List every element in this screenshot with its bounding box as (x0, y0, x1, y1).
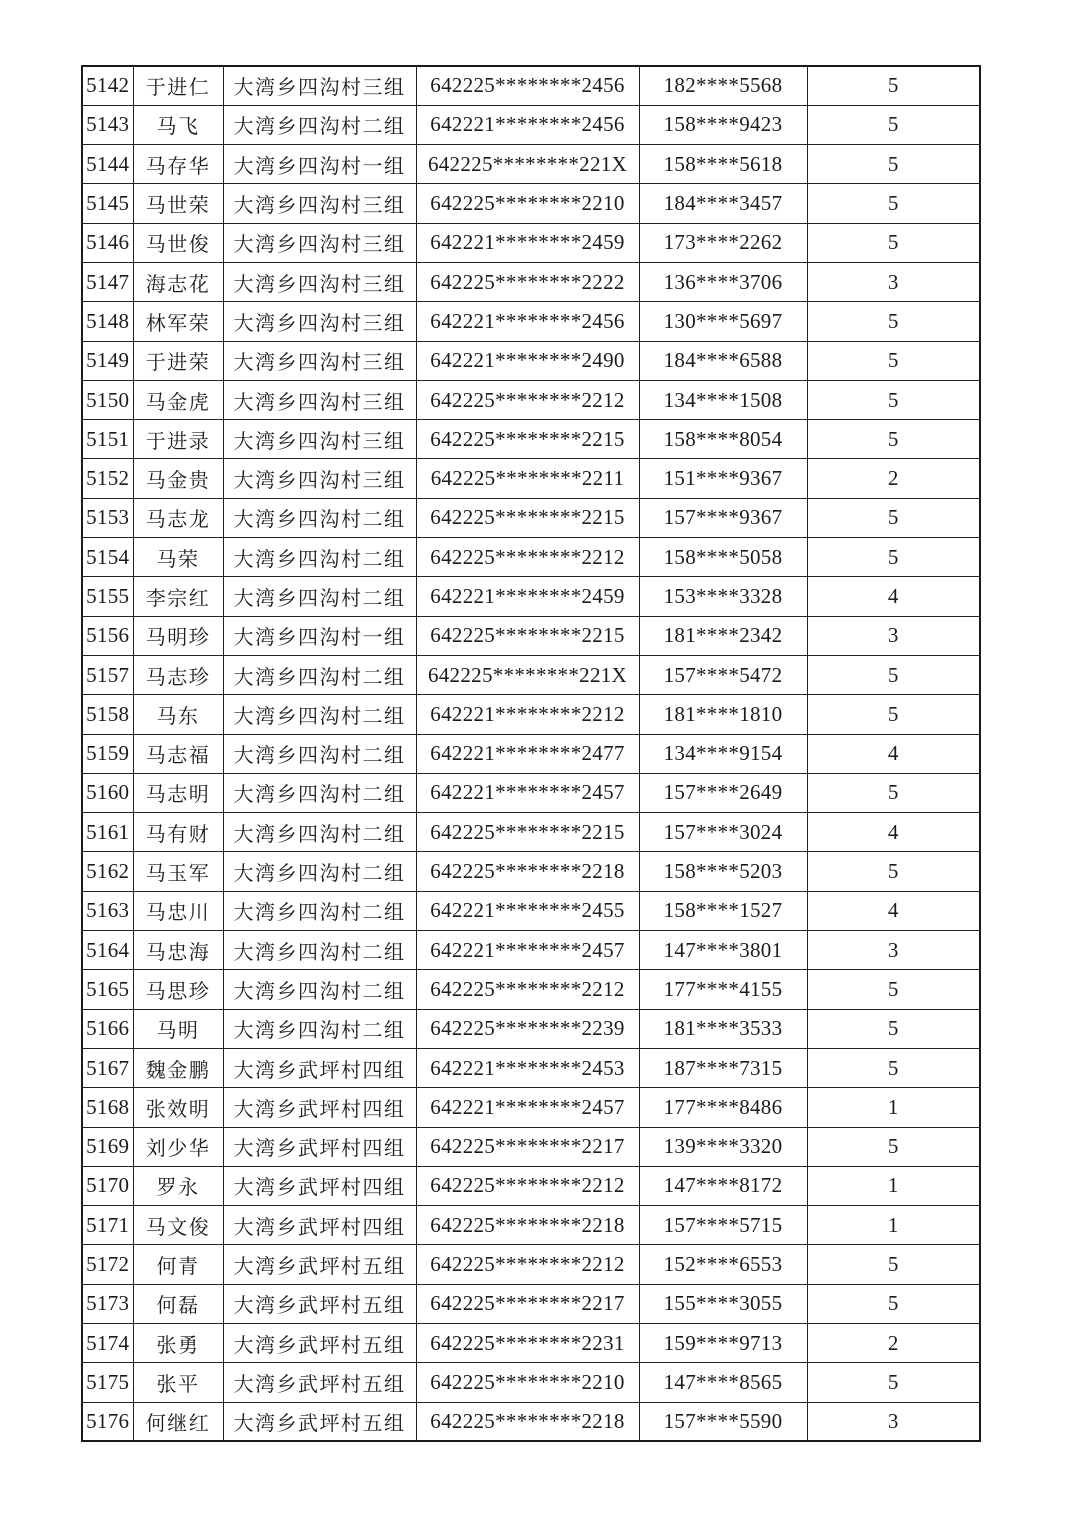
count-cell: 5 (807, 302, 980, 341)
count-cell: 3 (807, 1402, 980, 1441)
person-name-cell: 于进仁 (133, 66, 223, 105)
person-name-cell: 马世俊 (133, 223, 223, 262)
person-name-cell: 马玉军 (133, 852, 223, 891)
phone-number-cell: 147****3801 (639, 931, 807, 970)
sequence-number-cell: 5172 (82, 1245, 133, 1284)
table-row (82, 852, 980, 891)
id-number-cell: 642225********2215 (416, 813, 639, 852)
id-number-cell: 642225********2212 (416, 970, 639, 1009)
sequence-number-cell: 5148 (82, 302, 133, 341)
table-row (82, 970, 980, 1009)
sequence-number-cell: 5163 (82, 891, 133, 930)
address-cell: 大湾乡四沟村一组 (223, 145, 416, 184)
id-number-cell: 642225********2212 (416, 1166, 639, 1205)
address-cell: 大湾乡四沟村二组 (223, 931, 416, 970)
sequence-number-cell: 5162 (82, 852, 133, 891)
phone-number-cell: 184****6588 (639, 341, 807, 380)
address-cell: 大湾乡四沟村二组 (223, 891, 416, 930)
phone-number-cell: 157****3024 (639, 813, 807, 852)
count-cell: 5 (807, 498, 980, 537)
phone-number-cell: 173****2262 (639, 223, 807, 262)
id-number-cell: 642225********221X (416, 655, 639, 694)
phone-number-cell: 151****9367 (639, 459, 807, 498)
table-row (82, 184, 980, 223)
table-row (82, 459, 980, 498)
sequence-number-cell: 5159 (82, 734, 133, 773)
table-row (82, 1088, 980, 1127)
person-name-cell: 何青 (133, 1245, 223, 1284)
person-name-cell: 马飞 (133, 105, 223, 144)
phone-number-cell: 134****1508 (639, 380, 807, 419)
count-cell: 5 (807, 66, 980, 105)
id-number-cell: 642225********2215 (416, 498, 639, 537)
address-cell: 大湾乡四沟村二组 (223, 813, 416, 852)
id-number-cell: 642225********2210 (416, 1363, 639, 1402)
phone-number-cell: 136****3706 (639, 262, 807, 301)
id-number-cell: 642221********2457 (416, 1088, 639, 1127)
address-cell: 大湾乡四沟村二组 (223, 1009, 416, 1048)
address-cell: 大湾乡武坪村五组 (223, 1324, 416, 1363)
phone-number-cell: 157****5590 (639, 1402, 807, 1441)
sequence-number-cell: 5151 (82, 420, 133, 459)
id-number-cell: 642221********2456 (416, 105, 639, 144)
table-row (82, 734, 980, 773)
address-cell: 大湾乡四沟村三组 (223, 223, 416, 262)
person-name-cell: 马世荣 (133, 184, 223, 223)
count-cell: 5 (807, 145, 980, 184)
table-row (82, 1245, 980, 1284)
sequence-number-cell: 5160 (82, 773, 133, 812)
phone-number-cell: 181****3533 (639, 1009, 807, 1048)
address-cell: 大湾乡四沟村三组 (223, 66, 416, 105)
count-cell: 5 (807, 184, 980, 223)
id-number-cell: 642225********2231 (416, 1324, 639, 1363)
id-number-cell: 642221********2459 (416, 223, 639, 262)
sequence-number-cell: 5147 (82, 262, 133, 301)
phone-number-cell: 177****4155 (639, 970, 807, 1009)
address-cell: 大湾乡武坪村五组 (223, 1402, 416, 1441)
person-name-cell: 马明珍 (133, 616, 223, 655)
phone-number-cell: 158****9423 (639, 105, 807, 144)
table-row (82, 655, 980, 694)
count-cell: 5 (807, 341, 980, 380)
address-cell: 大湾乡四沟村三组 (223, 262, 416, 301)
id-number-cell: 642225********221X (416, 145, 639, 184)
table-row (82, 773, 980, 812)
address-cell: 大湾乡四沟村二组 (223, 852, 416, 891)
id-number-cell: 642221********2212 (416, 695, 639, 734)
phone-number-cell: 130****5697 (639, 302, 807, 341)
table-row (82, 577, 980, 616)
count-cell: 5 (807, 970, 980, 1009)
table-row (82, 145, 980, 184)
phone-number-cell: 157****5715 (639, 1206, 807, 1245)
table-row (82, 1363, 980, 1402)
sequence-number-cell: 5149 (82, 341, 133, 380)
sequence-number-cell: 5157 (82, 655, 133, 694)
count-cell: 5 (807, 1363, 980, 1402)
address-cell: 大湾乡四沟村二组 (223, 970, 416, 1009)
id-number-cell: 642225********2218 (416, 1206, 639, 1245)
id-number-cell: 642225********2217 (416, 1284, 639, 1323)
person-name-cell: 何磊 (133, 1284, 223, 1323)
id-number-cell: 642225********2210 (416, 184, 639, 223)
person-name-cell: 于进荣 (133, 341, 223, 380)
person-name-cell: 马明 (133, 1009, 223, 1048)
address-cell: 大湾乡武坪村四组 (223, 1088, 416, 1127)
sequence-number-cell: 5152 (82, 459, 133, 498)
person-name-cell: 马金贵 (133, 459, 223, 498)
address-cell: 大湾乡四沟村三组 (223, 380, 416, 419)
address-cell: 大湾乡四沟村一组 (223, 616, 416, 655)
id-number-cell: 642225********2212 (416, 538, 639, 577)
table-row (82, 538, 980, 577)
id-number-cell: 642221********2456 (416, 302, 639, 341)
person-name-cell: 刘少华 (133, 1127, 223, 1166)
address-cell: 大湾乡四沟村二组 (223, 105, 416, 144)
table-row (82, 1127, 980, 1166)
id-number-cell: 642225********2215 (416, 616, 639, 655)
person-name-cell: 于进录 (133, 420, 223, 459)
person-name-cell: 马志明 (133, 773, 223, 812)
table-row (82, 813, 980, 852)
count-cell: 5 (807, 223, 980, 262)
person-name-cell: 马东 (133, 695, 223, 734)
address-cell: 大湾乡四沟村二组 (223, 538, 416, 577)
count-cell: 5 (807, 852, 980, 891)
id-number-cell: 642225********2239 (416, 1009, 639, 1048)
table-row (82, 1009, 980, 1048)
sequence-number-cell: 5155 (82, 577, 133, 616)
phone-number-cell: 147****8565 (639, 1363, 807, 1402)
sequence-number-cell: 5153 (82, 498, 133, 537)
count-cell: 4 (807, 813, 980, 852)
table-row (82, 262, 980, 301)
id-number-cell: 642225********2215 (416, 420, 639, 459)
person-name-cell: 马存华 (133, 145, 223, 184)
sequence-number-cell: 5168 (82, 1088, 133, 1127)
table-row (82, 1166, 980, 1205)
roster-table (81, 65, 981, 1442)
id-number-cell: 642225********2218 (416, 852, 639, 891)
address-cell: 大湾乡武坪村四组 (223, 1127, 416, 1166)
table-row (82, 931, 980, 970)
address-cell: 大湾乡四沟村二组 (223, 498, 416, 537)
address-cell: 大湾乡武坪村四组 (223, 1048, 416, 1087)
phone-number-cell: 157****2649 (639, 773, 807, 812)
sequence-number-cell: 5143 (82, 105, 133, 144)
phone-number-cell: 155****3055 (639, 1284, 807, 1323)
address-cell: 大湾乡武坪村五组 (223, 1245, 416, 1284)
id-number-cell: 642225********2211 (416, 459, 639, 498)
phone-number-cell: 187****7315 (639, 1048, 807, 1087)
id-number-cell: 642225********2212 (416, 380, 639, 419)
person-name-cell: 马荣 (133, 538, 223, 577)
table-row (82, 616, 980, 655)
phone-number-cell: 158****1527 (639, 891, 807, 930)
table-row (82, 380, 980, 419)
sequence-number-cell: 5175 (82, 1363, 133, 1402)
phone-number-cell: 158****5203 (639, 852, 807, 891)
address-cell: 大湾乡四沟村二组 (223, 773, 416, 812)
phone-number-cell: 152****6553 (639, 1245, 807, 1284)
count-cell: 2 (807, 459, 980, 498)
address-cell: 大湾乡四沟村三组 (223, 302, 416, 341)
sequence-number-cell: 5176 (82, 1402, 133, 1441)
table-row (82, 302, 980, 341)
count-cell: 5 (807, 1127, 980, 1166)
sequence-number-cell: 5167 (82, 1048, 133, 1087)
sequence-number-cell: 5150 (82, 380, 133, 419)
table-row (82, 223, 980, 262)
count-cell: 5 (807, 380, 980, 419)
sequence-number-cell: 5158 (82, 695, 133, 734)
person-name-cell: 何继红 (133, 1402, 223, 1441)
phone-number-cell: 139****3320 (639, 1127, 807, 1166)
count-cell: 5 (807, 695, 980, 734)
address-cell: 大湾乡四沟村三组 (223, 341, 416, 380)
id-number-cell: 642221********2490 (416, 341, 639, 380)
address-cell: 大湾乡武坪村四组 (223, 1166, 416, 1205)
sequence-number-cell: 5173 (82, 1284, 133, 1323)
id-number-cell: 642225********2222 (416, 262, 639, 301)
phone-number-cell: 177****8486 (639, 1088, 807, 1127)
person-name-cell: 张效明 (133, 1088, 223, 1127)
phone-number-cell: 159****9713 (639, 1324, 807, 1363)
count-cell: 4 (807, 734, 980, 773)
phone-number-cell: 134****9154 (639, 734, 807, 773)
count-cell: 5 (807, 655, 980, 694)
sequence-number-cell: 5161 (82, 813, 133, 852)
address-cell: 大湾乡四沟村三组 (223, 420, 416, 459)
table-row (82, 1048, 980, 1087)
id-number-cell: 642221********2477 (416, 734, 639, 773)
table-row (82, 1206, 980, 1245)
person-name-cell: 马金虎 (133, 380, 223, 419)
sequence-number-cell: 5156 (82, 616, 133, 655)
count-cell: 1 (807, 1166, 980, 1205)
address-cell: 大湾乡四沟村二组 (223, 695, 416, 734)
id-number-cell: 642221********2453 (416, 1048, 639, 1087)
sequence-number-cell: 5154 (82, 538, 133, 577)
phone-number-cell: 158****8054 (639, 420, 807, 459)
phone-number-cell: 181****1810 (639, 695, 807, 734)
count-cell: 5 (807, 1048, 980, 1087)
person-name-cell: 魏金鹏 (133, 1048, 223, 1087)
count-cell: 3 (807, 262, 980, 301)
count-cell: 5 (807, 773, 980, 812)
id-number-cell: 642225********2217 (416, 1127, 639, 1166)
address-cell: 大湾乡四沟村三组 (223, 459, 416, 498)
person-name-cell: 马志福 (133, 734, 223, 773)
person-name-cell: 罗永 (133, 1166, 223, 1205)
id-number-cell: 642221********2457 (416, 931, 639, 970)
person-name-cell: 马志龙 (133, 498, 223, 537)
phone-number-cell: 153****3328 (639, 577, 807, 616)
address-cell: 大湾乡武坪村四组 (223, 1206, 416, 1245)
sequence-number-cell: 5145 (82, 184, 133, 223)
person-name-cell: 马有财 (133, 813, 223, 852)
table-row (82, 498, 980, 537)
phone-number-cell: 181****2342 (639, 616, 807, 655)
count-cell: 5 (807, 1009, 980, 1048)
phone-number-cell: 158****5058 (639, 538, 807, 577)
sequence-number-cell: 5146 (82, 223, 133, 262)
person-name-cell: 林军荣 (133, 302, 223, 341)
count-cell: 5 (807, 420, 980, 459)
person-name-cell: 马文俊 (133, 1206, 223, 1245)
sequence-number-cell: 5170 (82, 1166, 133, 1205)
person-name-cell: 马志珍 (133, 655, 223, 694)
table-row (82, 1402, 980, 1441)
count-cell: 4 (807, 577, 980, 616)
sequence-number-cell: 5142 (82, 66, 133, 105)
id-number-cell: 642225********2218 (416, 1402, 639, 1441)
person-name-cell: 李宗红 (133, 577, 223, 616)
address-cell: 大湾乡武坪村五组 (223, 1284, 416, 1323)
table-row (82, 105, 980, 144)
count-cell: 3 (807, 616, 980, 655)
table-row (82, 341, 980, 380)
count-cell: 5 (807, 1245, 980, 1284)
count-cell: 1 (807, 1206, 980, 1245)
count-cell: 3 (807, 931, 980, 970)
sequence-number-cell: 5171 (82, 1206, 133, 1245)
count-cell: 4 (807, 891, 980, 930)
count-cell: 2 (807, 1324, 980, 1363)
id-number-cell: 642221********2457 (416, 773, 639, 812)
address-cell: 大湾乡四沟村二组 (223, 734, 416, 773)
phone-number-cell: 147****8172 (639, 1166, 807, 1205)
address-cell: 大湾乡四沟村二组 (223, 655, 416, 694)
address-cell: 大湾乡四沟村二组 (223, 577, 416, 616)
phone-number-cell: 157****9367 (639, 498, 807, 537)
address-cell: 大湾乡四沟村三组 (223, 184, 416, 223)
sequence-number-cell: 5144 (82, 145, 133, 184)
sequence-number-cell: 5174 (82, 1324, 133, 1363)
count-cell: 1 (807, 1088, 980, 1127)
person-name-cell: 马忠海 (133, 931, 223, 970)
address-cell: 大湾乡武坪村五组 (223, 1363, 416, 1402)
person-name-cell: 马忠川 (133, 891, 223, 930)
phone-number-cell: 184****3457 (639, 184, 807, 223)
sequence-number-cell: 5165 (82, 970, 133, 1009)
roster-table-body (82, 66, 980, 1441)
person-name-cell: 海志花 (133, 262, 223, 301)
id-number-cell: 642221********2455 (416, 891, 639, 930)
phone-number-cell: 157****5472 (639, 655, 807, 694)
table-row (82, 891, 980, 930)
id-number-cell: 642221********2459 (416, 577, 639, 616)
count-cell: 5 (807, 538, 980, 577)
id-number-cell: 642225********2456 (416, 66, 639, 105)
count-cell: 5 (807, 1284, 980, 1323)
phone-number-cell: 158****5618 (639, 145, 807, 184)
sequence-number-cell: 5169 (82, 1127, 133, 1166)
table-row (82, 66, 980, 105)
table-row (82, 1284, 980, 1323)
sequence-number-cell: 5166 (82, 1009, 133, 1048)
id-number-cell: 642225********2212 (416, 1245, 639, 1284)
person-name-cell: 马思珍 (133, 970, 223, 1009)
table-row (82, 695, 980, 734)
sequence-number-cell: 5164 (82, 931, 133, 970)
phone-number-cell: 182****5568 (639, 66, 807, 105)
table-row (82, 1324, 980, 1363)
count-cell: 5 (807, 105, 980, 144)
table-row (82, 420, 980, 459)
person-name-cell: 张平 (133, 1363, 223, 1402)
person-name-cell: 张勇 (133, 1324, 223, 1363)
